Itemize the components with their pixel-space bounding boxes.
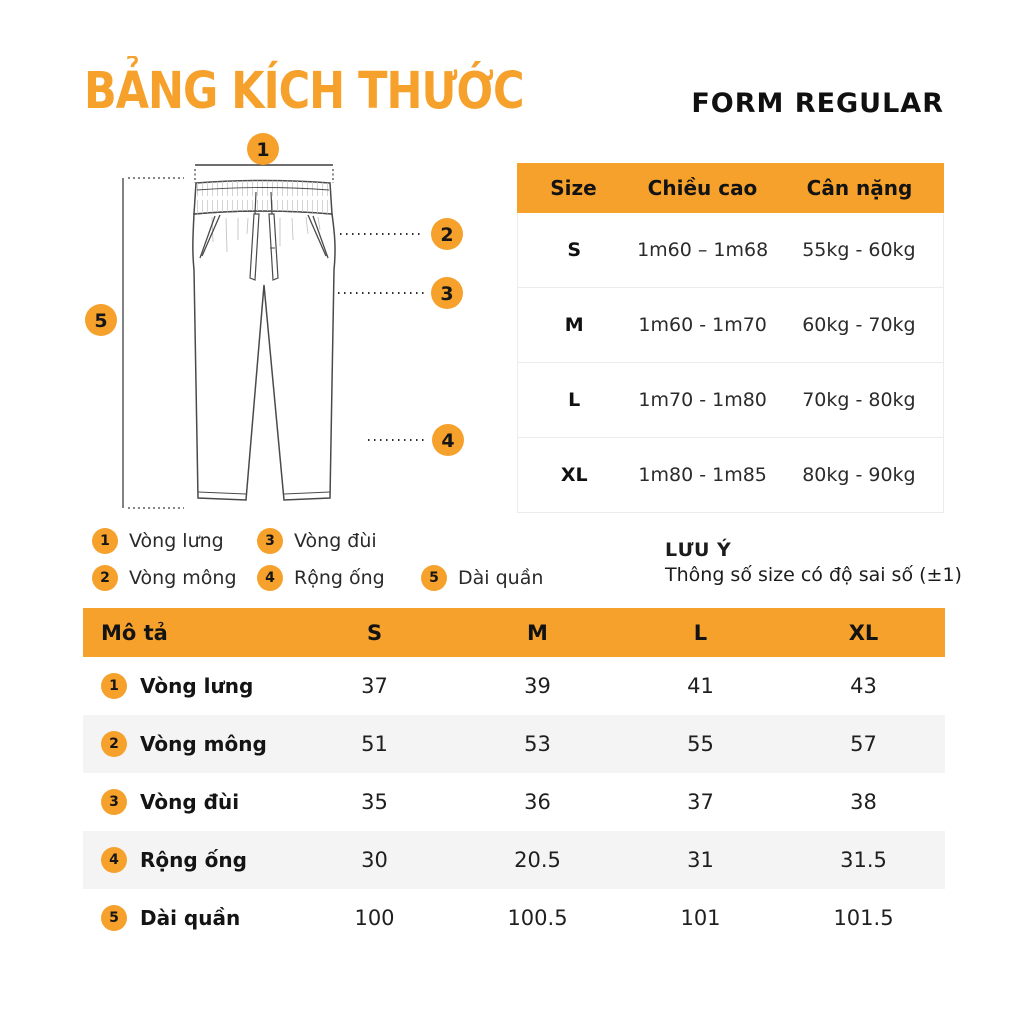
value-cell-xl: 43	[850, 674, 877, 698]
value-cell-l: 101	[680, 906, 721, 930]
diagram-marker-2	[431, 218, 463, 250]
height-cell: 1m70 - 1m80	[638, 389, 767, 411]
table-row	[518, 363, 943, 438]
svg-text:2: 2	[440, 224, 454, 246]
value-cell-s: 51	[361, 732, 388, 756]
height-cell: 1m80 - 1m85	[638, 464, 767, 486]
column-header-l: L	[693, 620, 708, 645]
column-header-height: Chiều cao	[647, 176, 758, 200]
weight-cell: 60kg - 70kg	[802, 314, 916, 336]
diagram-marker-5	[85, 304, 117, 336]
legend-badge-3: 3	[257, 528, 283, 554]
row-badge: 5	[101, 905, 127, 931]
row-badge: 1	[101, 673, 127, 699]
form-regular-label: FORM REGULAR	[691, 88, 944, 119]
row-label: Rộng ống	[140, 848, 247, 872]
row-label-cell	[83, 789, 293, 815]
table-row	[83, 657, 945, 715]
value-cell-s: 100	[354, 906, 395, 930]
svg-text:4: 4	[441, 430, 455, 452]
table-row	[518, 288, 943, 363]
value-cell-m: 53	[524, 732, 551, 756]
note-title: LƯU Ý	[665, 539, 732, 561]
value-cell-s: 35	[361, 790, 388, 814]
note-block	[665, 539, 962, 586]
legend-badge-4: 4	[257, 565, 283, 591]
value-cell-s: 37	[361, 674, 388, 698]
row-badge: 2	[101, 731, 127, 757]
column-header-m: M	[527, 620, 548, 645]
value-cell-l: 55	[687, 732, 714, 756]
value-cell-xl: 31.5	[840, 848, 887, 872]
size-cell: XL	[560, 464, 588, 486]
diagram-marker-1	[247, 133, 279, 165]
size-height-weight-table	[517, 163, 944, 513]
row-label: Vòng mông	[140, 732, 267, 756]
legend-label-1: Vòng lưng	[129, 530, 224, 552]
value-cell-s: 30	[361, 848, 388, 872]
legend-label-2: Vòng mông	[129, 567, 237, 589]
height-cell: 1m60 - 1m70	[638, 314, 767, 336]
weight-cell: 80kg - 90kg	[802, 464, 916, 486]
svg-text:5: 5	[94, 310, 108, 332]
row-label-cell	[83, 673, 293, 699]
pants-legs-outline	[193, 211, 335, 500]
value-cell-xl: 57	[850, 732, 877, 756]
table-row	[83, 889, 945, 947]
marker-leader-lines	[338, 234, 424, 440]
table-row	[518, 213, 943, 288]
table-row	[83, 715, 945, 773]
page-title: BẢNG KÍCH THƯỚC	[84, 62, 524, 121]
column-header-weight: Cân nặng	[806, 176, 913, 200]
value-cell-xl: 101.5	[833, 906, 894, 930]
table-row	[83, 773, 945, 831]
row-label-cell	[83, 905, 293, 931]
row-label-cell	[83, 847, 293, 873]
pants-diagram	[80, 130, 510, 550]
weight-cell: 70kg - 80kg	[802, 389, 916, 411]
row-badge: 3	[101, 789, 127, 815]
legend-label-3: Vòng đùi	[294, 530, 377, 552]
legend-item-1	[92, 528, 224, 554]
pants-sketch	[193, 181, 335, 501]
legend-label-4: Rộng ống	[294, 567, 385, 589]
legend-badge-5: 5	[421, 565, 447, 591]
diagram-marker-4	[432, 424, 464, 456]
legend-label-5: Dài quần	[458, 567, 544, 589]
table-row	[83, 831, 945, 889]
measurements-table	[83, 608, 945, 947]
row-label: Dài quần	[140, 906, 241, 930]
legend-item-4	[257, 565, 385, 591]
diagram-marker-3	[431, 277, 463, 309]
svg-text:1: 1	[256, 139, 270, 161]
size-table-header	[517, 163, 944, 213]
table-row	[518, 438, 943, 512]
note-text: Thông số size có độ sai số (±1)	[665, 564, 962, 586]
value-cell-m: 100.5	[507, 906, 568, 930]
column-header-xl: XL	[848, 620, 879, 645]
value-cell-l: 31	[687, 848, 714, 872]
legend-badge-2: 2	[92, 565, 118, 591]
row-label: Vòng lưng	[140, 674, 254, 698]
value-cell-l: 41	[687, 674, 714, 698]
legend-item-5	[421, 565, 543, 591]
svg-text:3: 3	[440, 283, 454, 305]
size-cell: M	[564, 314, 584, 336]
measurements-table-header	[83, 608, 945, 657]
size-table-body	[517, 213, 944, 513]
size-cell: L	[568, 389, 581, 411]
value-cell-m: 20.5	[514, 848, 561, 872]
legend-item-3	[257, 528, 377, 554]
value-cell-m: 36	[524, 790, 551, 814]
value-cell-xl: 38	[850, 790, 877, 814]
row-label: Vòng đùi	[140, 790, 240, 814]
length-dimension-line	[123, 178, 184, 508]
size-cell: S	[567, 239, 582, 261]
legend-item-2	[92, 565, 237, 591]
height-cell: 1m60 – 1m68	[637, 239, 769, 261]
column-header-size: Size	[550, 176, 597, 200]
row-label-cell	[83, 731, 293, 757]
legend-badge-1: 1	[92, 528, 118, 554]
row-badge: 4	[101, 847, 127, 873]
weight-cell: 55kg - 60kg	[802, 239, 916, 261]
column-header-description: Mô tả	[101, 620, 168, 645]
column-header-s: S	[366, 620, 383, 645]
value-cell-l: 37	[687, 790, 714, 814]
value-cell-m: 39	[524, 674, 551, 698]
